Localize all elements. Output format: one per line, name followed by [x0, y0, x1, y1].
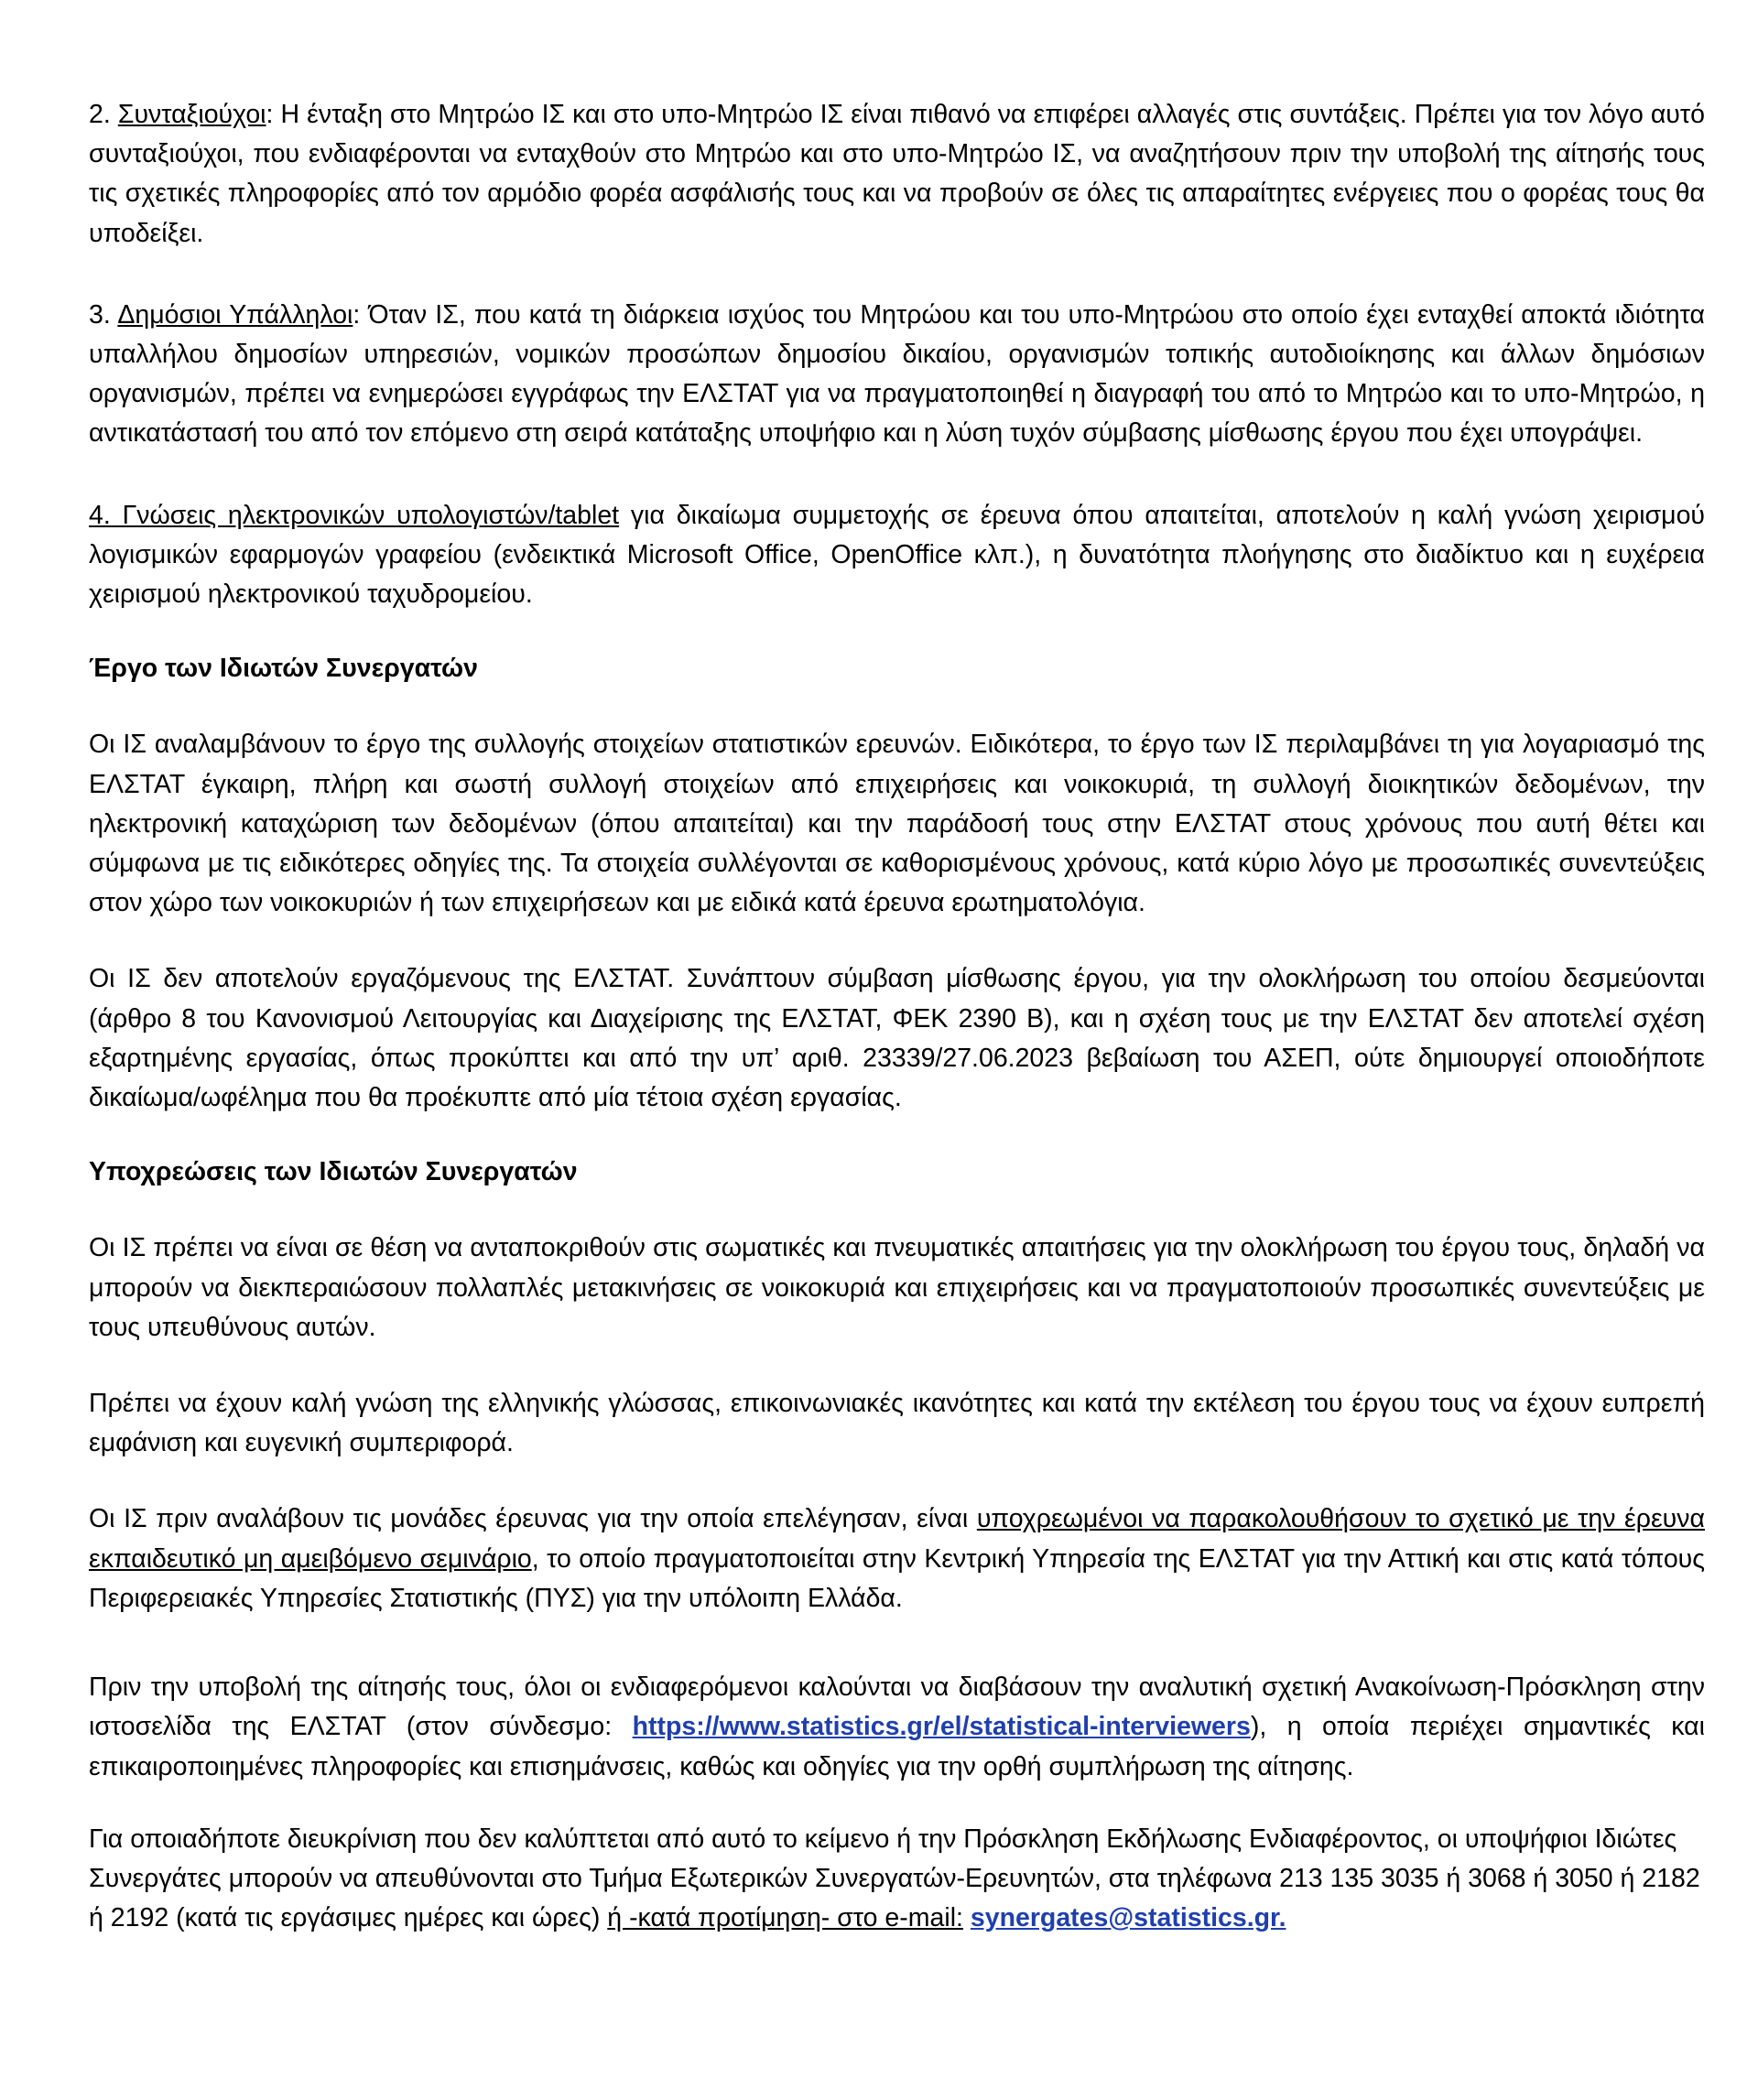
section-term: Δημόσιοι Υπάλληλοι — [117, 299, 353, 330]
section-text: : Όταν ΙΣ, που κατά τη διάρκεια ισχύος του Μητρώου και του υπο-Μητρώου στο οποίο έχει ενταχθεί αποκτά ιδιότητα υπαλλήλου δημοσίων υπηρεσιών, νομικών προσώπων δημοσίου δικαίου, οργανισμών τοπικής αυτοδιοίκησης και άλλων δημόσιων οργανισμών, πρέπει να ενημερώσει εγγράφως την ΕΛΣΤΑΤ για να πραγματοποιηθεί η διαγραφή του από το Μητρώο και το υπο-Μητρώο, η αντικατάστασή του από τον επόμενο στη σειρά κατάταξης υποψήφιο και η λύση τυχόν σύμβασης μίσθωσης έργου που έχει υπογράψει. — [89, 299, 1705, 449]
heading-work: Έργο των Ιδιωτών Συνεργατών — [89, 654, 478, 684]
paragraph-text: ), η οποία περιέχει σημαντικές και επικαιροποιημένες πληροφορίες και επισημάνσεις, καθώς και οδηγίες για την ορθή συμπλήρωση της αίτησης. — [89, 1712, 1705, 1781]
paragraph-text: , το οποίο πραγματοποιείται στην Κεντρική Υπηρεσία της ΕΛΣΤΑΤ για την Αττική και στις κατά τόπους Περιφερειακές Υπηρεσίες Στατιστικής (ΠΥΣ) για την υπόλοιπη Ελλάδα. — [89, 1543, 1705, 1613]
section-text: : Η ένταξη στο Μητρώο ΙΣ και στο υπο-Μητρώο ΙΣ είναι πιθανό να επιφέρει αλλαγές στις συντάξεις. Πρέπει για τον λόγο αυτό συνταξιούχοι, που ενδιαφέρονται να ενταχθούν στο Μητρώο και στο υπο-Μητρώο ΙΣ, να αναζητήσουν πριν την υποβολή της αίτησής τους τις σχετικές πληροφορίες από τον αρμόδιο φορέα ασφάλισής τους και να προβούν σε όλες τις απαραίτητες ενέργειες που ο φορέας τους θα υποδείξει. — [89, 100, 1706, 248]
paragraph-text: Πριν την υποβολή της αίτησής τους, όλοι οι ενδιαφερόμενοι καλούνται να διαβάσουν την αναλυτική σχετική Ανακοίνωση-Πρόσκληση στην ιστοσελίδα της ΕΛΣΤΑΤ (στον σύνδεσμο: — [89, 1672, 1705, 1742]
email-link[interactable]: synergates@statistics.gr. — [970, 1903, 1286, 1933]
paragraph-text: Για οποιαδήποτε διευκρίνιση που δεν καλύπτεται από αυτό το κείμενο ή την Πρόσκληση Εκδήλωσης Ενδιαφέροντος, οι υποψήφιοι Ιδιώτες Συνεργάτες μπορούν να απευθύνονται στο Τμήμα Εξωτερικών Συνεργατών-Ερευνητών, στα τηλέφωνα 213 135 3035 ή 3068 ή 3050 ή 2182 ή 2192 (κατά τις εργάσιμες ημέρες και ώρες) — [89, 1824, 1700, 1933]
statistics-link[interactable]: https://www.statistics.gr/el/statistical-interviewers — [632, 1712, 1251, 1742]
obligations-paragraph-3 — [89, 1499, 1705, 1618]
submission-paragraph — [89, 1668, 1705, 1787]
preferred-contact: ή -κατά προτίμηση- στο e-mail: — [607, 1903, 963, 1933]
seminar-requirement: υποχρεωμένοι να παρακολουθήσουν το σχετικό με την έρευνα εκπαιδευτικό μη αμειβόμενο σεμινάριο — [89, 1504, 1705, 1574]
section-term: Συνταξιούχοι — [117, 100, 266, 129]
section-term: 4. Γνώσεις ηλεκτρονικών υπολογιστών/tablet — [89, 500, 620, 530]
contact-paragraph — [89, 1820, 1705, 1939]
section-pensioners — [89, 95, 1705, 254]
section-computer-skills — [89, 496, 1705, 615]
work-paragraph-1: Οι ΙΣ αναλαμβάνουν το έργο της συλλογής στοιχείων στατιστικών ερευνών. Ειδικότερα, το έργο των ΙΣ περιλαμβάνει τη για λογαριασμό της ΕΛΣΤΑΤ έγκαιρη, πλήρη και σωστή συλλογή στοιχείων από επιχειρήσεις και νοικοκυριά, τη συλλογή διοικητικών δεδομένων, την ηλεκτρονική καταχώριση των δεδομένων (όπου απαιτείται) και την παράδοσή τους στην ΕΛΣΤΑΤ στους χρόνους που αυτή θέτει και σύμφωνα με τις ειδικότερες οδηγίες της. Τα στοιχεία συλλέγονται σε καθορισμένους χρόνους, κατά κύριο λόγο με προσωπικές συνεντεύξεις στον χώρο των νοικοκυριών ή των επιχειρήσεων και με ειδικά κατά έρευνα ερωτηματολόγια. — [89, 730, 1705, 918]
work-paragraph-2: Οι ΙΣ δεν αποτελούν εργαζόμενους της ΕΛΣΤΑΤ. Συνάπτουν σύμβαση μίσθωσης έργου, για την ολοκλήρωση του οποίου δεσμεύονται (άρθρο 8 του Κανονισμού Λειτουργίας και Διαχείρισης της ΕΛΣΤΑΤ, ΦΕΚ 2390 Β), και η σχέση τους με την ΕΛΣΤΑΤ δεν αποτελεί σχέση εξαρτημένης εργασίας, όπως προκύπτει και από την υπ’ αριθ. 23339/27.06.2023 βεβαίωση του ΑΣΕΠ, ούτε δημιουργεί οποιοδήποτε δικαίωμα/ωφέλημα που θα προέκυπτε από μία τέτοια σχέση εργασίας. — [89, 964, 1705, 1113]
section-number: 2. — [89, 100, 111, 129]
obligations-paragraph-1: Οι ΙΣ πρέπει να είναι σε θέση να ανταποκριθούν στις σωματικές και πνευματικές απαιτήσεις για την ολοκλήρωση του έργου τους, δηλαδή να μπορούν να διεκπεραιώσουν πολλαπλές μετακινήσεις σε νοικοκυριά και επιχειρήσεις και να πραγματοποιούν προσωπικές συνεντεύξεις με τους υπευθύνους αυτών. — [89, 1233, 1705, 1342]
obligations-paragraph-2: Πρέπει να έχουν καλή γνώση της ελληνικής γλώσσας, επικοινωνιακές ικανότητες και κατά την εκτέλεση του έργου τους να έχουν ευπρεπή εμφάνιση και ευγενική συμπεριφορά. — [89, 1389, 1705, 1458]
paragraph-text: Οι ΙΣ πριν αναλάβουν τις μονάδες έρευνας για την οποία επελέγησαν, είναι — [89, 1504, 977, 1534]
document-page — [89, 95, 1705, 1938]
section-number: 3. — [89, 299, 111, 330]
paragraph-space — [963, 1903, 971, 1932]
section-civil-servants — [89, 296, 1705, 454]
heading-obligations: Υποχρεώσεις των Ιδιωτών Συνεργατών — [89, 1157, 578, 1187]
section-text: για δικαίωμα συμμετοχής σε έρευνα όπου απαιτείται, αποτελούν η καλή γνώση χειρισμού λογισμικών εφαρμογών γραφείου (ενδεικτικά Microsoft Office, OpenOffice κλπ.), η δυνατότητα πλοήγησης στο διαδίκτυο και η ευχέρεια χειρισμού ηλεκτρονικού ταχυδρομείου. — [89, 500, 1706, 610]
